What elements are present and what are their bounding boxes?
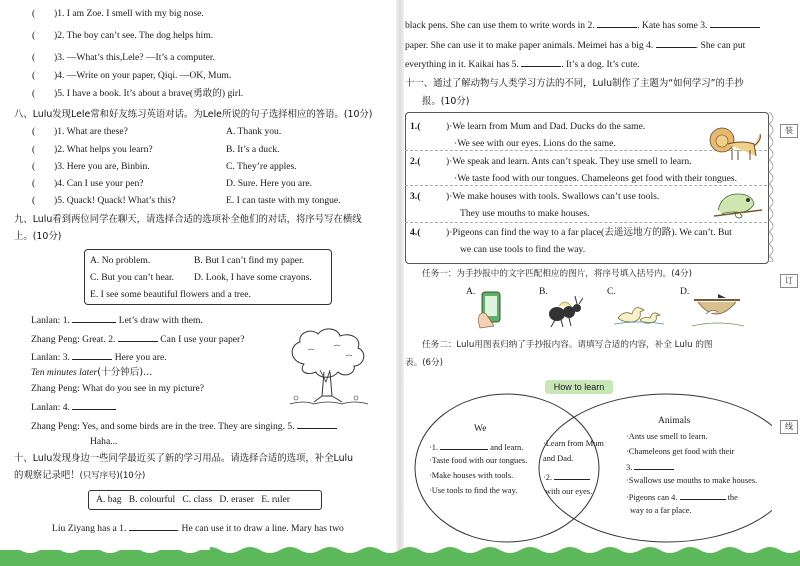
task2-text-2: 表。(6分) — [405, 358, 443, 368]
s8-paren-2[interactable]: ( — [32, 144, 36, 155]
s11-row4-num[interactable]: 4.( — [410, 227, 421, 238]
s11-row2-l2: ·We taste food with our tongues. Chameleons get food with their tongues. — [454, 173, 737, 184]
section9-heading-1: 九、Lulu看到两位同学在聊天，请选择合适的选项补全他们的对话，将序号写在横线 — [14, 214, 362, 225]
row-divider-2 — [405, 185, 767, 186]
s7-paren-1[interactable]: ( — [32, 8, 36, 19]
binding-marker-3: 线 — [780, 420, 798, 434]
phone-picture — [474, 290, 508, 330]
venn-right-item-6: way to a far place. — [630, 506, 692, 515]
row-divider-3 — [405, 222, 767, 223]
tree-illustration — [284, 326, 372, 410]
s9-blank-4[interactable] — [72, 400, 116, 410]
section11-heading-1: 十一、通过了解动物与人类学习方法的不同，Lulu制作了主题为“如何学习”的手抄 — [405, 78, 744, 89]
section9-heading-2: 上。(10分) — [14, 231, 62, 242]
chameleon-illustration — [714, 184, 764, 220]
section11-heading-2: 报。(10分) — [422, 96, 470, 107]
s9-later: Ten minutes later(十分钟后)... — [31, 367, 153, 378]
venn-mid-item-4: with our eyes. — [545, 487, 593, 496]
s8-paren-3[interactable]: ( — [32, 161, 36, 172]
s11-row3-l2: They use mouths to make houses. — [460, 208, 590, 219]
swallow-nest-picture — [688, 292, 746, 330]
s9-line-5: Lanlan: 4. — [31, 400, 116, 414]
s8-q4: )4. Can I use your pen? — [54, 178, 144, 189]
section10-heading-2: 的观察记录吧！(只写序号)(10分) — [14, 470, 146, 481]
s9-line-4: Zhang Peng: What do you see in my picture? — [31, 383, 205, 394]
binding-marker-1: 装 — [780, 124, 798, 138]
venn-left-title: We — [474, 424, 487, 434]
s8-paren-5[interactable]: ( — [32, 195, 36, 206]
s9-blank-1[interactable] — [72, 313, 116, 323]
ducks-picture — [614, 298, 664, 326]
s7-item-1: )1. I am Zoe. I smell with my big nose. — [54, 8, 204, 19]
s8-paren-1[interactable]: ( — [32, 126, 36, 137]
venn-left-item-3: ·Make houses with tools. — [429, 471, 514, 480]
s9-blank-5[interactable] — [297, 419, 337, 429]
venn-right-item-2: ·Chameleons get food with their — [626, 447, 735, 456]
s11-row1-l1: )·We learn from Mum and Dad. Ducks do the same. — [446, 121, 646, 132]
s8-q1: )1. What are these? — [54, 126, 128, 137]
section8-heading: 八、Lulu发现Lele常和好友练习英语对话。为Lele所说的句子选择相应的答语。(10分) — [14, 109, 373, 120]
venn-diagram — [412, 392, 772, 544]
s7-paren-5[interactable]: ( — [32, 88, 36, 99]
pic-label-a: A. — [466, 286, 476, 297]
s9-opt-e: E. I see some beautiful flowers and a tree. — [90, 289, 251, 300]
s9-blank-3[interactable] — [72, 350, 112, 360]
s11-row4-l1: )·Pigeons can find the way to a far place(去遥远地方的路). We can’t. But — [446, 227, 732, 238]
s7-item-4: )4. —Write on your paper, Qiqi. —OK, Mum. — [54, 70, 232, 81]
venn-blank-4[interactable] — [680, 490, 726, 500]
ant-picture — [545, 294, 583, 328]
s8-a1: A. Thank you. — [226, 126, 282, 137]
pic-label-b: B. — [539, 286, 548, 297]
s10-blank-2[interactable] — [597, 18, 637, 28]
s11-row3-l1: )·We make houses with tools. Swallows can’t use tools. — [446, 191, 660, 202]
s8-a4: D. Sure. Here you are. — [226, 178, 313, 189]
s9-line-2: Zhang Peng: Great. 2. Can I use your paper? — [31, 334, 245, 345]
pic-label-d: D. — [680, 286, 690, 297]
s7-item-5: )5. I have a book. It’s about a brave(勇敢的) girl. — [54, 88, 244, 99]
s9-opt-d: D. Look, I have some crayons. — [194, 272, 312, 283]
s9-blank-2[interactable] — [118, 332, 158, 342]
s11-row3-num[interactable]: 3.( — [410, 191, 421, 202]
venn-mid-item-1: ·Learn from Mum — [543, 439, 604, 448]
s7-paren-3[interactable]: ( — [32, 52, 36, 63]
s7-item-2: )2. The boy can’t see. The dog helps him. — [54, 30, 214, 41]
venn-mid-item-2: and Dad. — [543, 454, 574, 463]
s10-blank-1[interactable] — [129, 521, 177, 531]
s8-paren-4[interactable]: ( — [32, 178, 36, 189]
s11-row1-num[interactable]: 1.( — [410, 121, 421, 132]
s9-opt-b: B. But I can’t find my paper. — [194, 255, 305, 266]
s9-opt-a: A. No problem. — [90, 255, 151, 266]
venn-right-item-3: 3. — [626, 460, 674, 473]
task1-text: 任务一：为手抄报中的文字匹配相应的图片，将序号填入括号内。(4分) — [422, 269, 692, 279]
s10-passage-r1: black pens. She can use them to write words in 2. . Kate has some 3. — [405, 18, 760, 32]
s10-blank-5[interactable] — [521, 57, 561, 67]
venn-blank-1[interactable] — [440, 440, 488, 450]
s9-line-7: Haha... — [90, 436, 118, 447]
venn-mid-item-3: ·2. — [543, 470, 590, 483]
venn-left-item-1: ·1. and learn. — [429, 440, 523, 453]
pic-label-c: C. — [607, 286, 616, 297]
s8-a5: E. I can taste with my tongue. — [226, 195, 341, 206]
s9-line-6: Zhang Peng: Yes, and some birds are in the tree. They are singing. 5. — [31, 419, 337, 433]
s10-blank-4[interactable] — [656, 38, 696, 48]
s10-options: A. bag B. colourful C. class D. eraser E. ruler — [96, 494, 290, 505]
s8-q5: )5. Quack! Quack! What’s this? — [54, 195, 176, 206]
venn-right-item-1: ·Ants use smell to learn. — [626, 432, 708, 441]
binding-marker-2: 订 — [780, 274, 798, 288]
s10-passage-l1: Liu Ziyang has a 1. . He can use it to draw a line. Mary has two — [52, 523, 344, 534]
s11-row4-l2: we can use tools to find the way. — [460, 244, 586, 255]
s11-row1-l2: ·We see with our eyes. Lions do the same. — [454, 138, 616, 149]
venn-blank-2[interactable] — [554, 470, 590, 480]
s10-passage-r2: paper. She can use it to make paper animals. Meimei has a big 4. . She can put — [405, 40, 746, 51]
venn-blank-3[interactable] — [634, 460, 674, 470]
venn-right-item-5: ·Pigeons can 4. the — [626, 490, 738, 503]
s8-a3: C. They’re apples. — [226, 161, 297, 172]
venn-left-item-4: ·Use tools to find the way. — [429, 486, 518, 495]
section10-heading-1: 十、Lulu发现身边一些同学最近买了新的学习用品。请选择合适的选项，补全Lulu — [14, 453, 354, 464]
task2-text-1: 任务二：Lulu用图表归纳了手抄报内容。请填写合适的内容，补全 Lulu 的图 — [422, 340, 713, 350]
s9-opt-c: C. But you can’t hear. — [90, 272, 175, 283]
s7-paren-4[interactable]: ( — [32, 70, 36, 81]
lion-illustration — [706, 126, 764, 164]
s8-a2: B. It’s a duck. — [226, 144, 280, 155]
s11-row2-l1: )·We speak and learn. Ants can’t speak. They use smell to learn. — [446, 156, 692, 167]
bottom-wave-border — [0, 540, 800, 566]
venn-right-item-4: ·Swallows use mouths to make houses. — [626, 476, 758, 485]
venn-left-item-2: ·Taste food with our tongues. — [429, 456, 528, 465]
s9-line-1: Lanlan: 1. Let’s draw with them. — [31, 315, 203, 326]
s9-line-3: Lanlan: 3. Here you are. — [31, 352, 167, 363]
s10-blank-3[interactable] — [710, 18, 760, 28]
s8-q2: )2. What helps you learn? — [54, 144, 153, 155]
s11-row2-num[interactable]: 2.( — [410, 156, 421, 167]
s7-item-3: )3. —What’s this,Lele? —It’s a computer. — [54, 52, 215, 63]
s10-passage-r3: everything in it. Kaikai has 5. . It’s a dog. It’s cute. — [405, 59, 640, 70]
venn-title: How to learn — [545, 380, 613, 394]
s7-paren-2[interactable]: ( — [32, 30, 36, 41]
venn-right-title: Animals — [658, 416, 691, 426]
s8-q3: )3. Here you are, Binbin. — [54, 161, 150, 172]
